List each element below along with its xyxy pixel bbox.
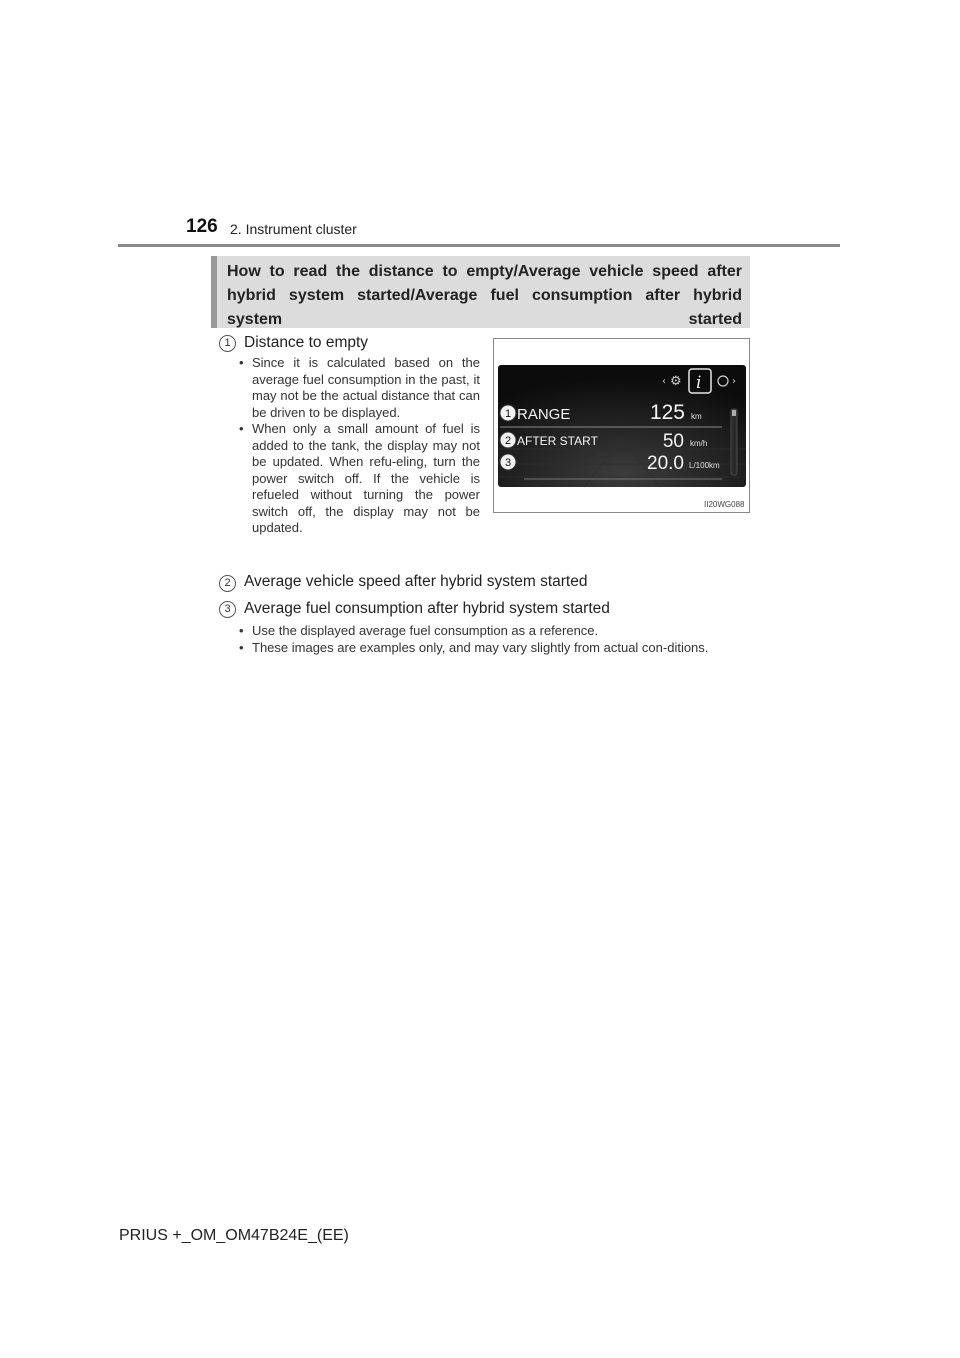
item-title-distance-to-empty: Distance to empty: [244, 334, 369, 351]
footer-doc-id: PRIUS +_OM_OM47B24E_(EE): [119, 1227, 349, 1244]
row-value: 20.0: [647, 453, 684, 474]
item3-bullet-list: [237, 623, 745, 656]
item-number-3: 3: [219, 601, 236, 618]
row-value: 125: [649, 401, 685, 424]
section-title: 2. Instrument cluster: [230, 221, 357, 237]
list-item: • Use the displayed average fuel consumption as a reference.: [237, 623, 745, 640]
callout-number: 2: [504, 435, 512, 447]
item1-bullet-list: [237, 355, 480, 537]
list-item: • These images are examples only, and may vary slightly from actual con-ditions.: [237, 640, 745, 657]
figure-caption: II20WG088: [704, 500, 745, 509]
item-number-1: 1: [219, 335, 236, 352]
page-number: 126: [186, 216, 218, 237]
row-unit: L/100km: [689, 461, 720, 470]
instrument-display-figure: [493, 338, 750, 513]
scrollbar-track: [731, 409, 737, 475]
row-unit: km: [691, 412, 702, 421]
callout-number: 3: [504, 457, 512, 469]
list-item: • When only a small amount of fuel is added to the tank, the display may not be updated. When refu-eling, turn the power switch off. If the vehicle is refueled without turning the power switch off, the display may not be updated.: [237, 421, 480, 537]
row-label: AFTER START: [517, 434, 598, 448]
scrollbar-thumb: [732, 410, 736, 416]
row-unit: km/h: [690, 439, 708, 448]
row-value: 50: [662, 431, 684, 452]
item-number-2: 2: [219, 575, 236, 592]
header-divider: [118, 244, 840, 247]
item-title-average-speed: Average vehicle speed after hybrid system started: [244, 573, 588, 590]
chevron-left-icon: ‹: [662, 376, 666, 387]
row-label: RANGE: [517, 406, 571, 423]
info-icon: i: [696, 373, 702, 393]
gear-icon: ⚙: [670, 374, 682, 389]
item-title-average-fuel: Average fuel consumption after hybrid system started: [244, 600, 610, 617]
heading-box: [211, 256, 750, 328]
callout-number: 1: [504, 408, 512, 420]
chevron-right-icon: ›: [732, 376, 736, 387]
display-illustration: [494, 339, 749, 512]
list-item: • Since it is calculated based on the average fuel consumption in the past, it may not be the actual distance that can be driven to be displayed.: [237, 355, 480, 421]
heading-title: How to read the distance to empty/Average vehicle speed after hybrid system started/Average fuel consumption after hybrid system started: [227, 263, 742, 328]
